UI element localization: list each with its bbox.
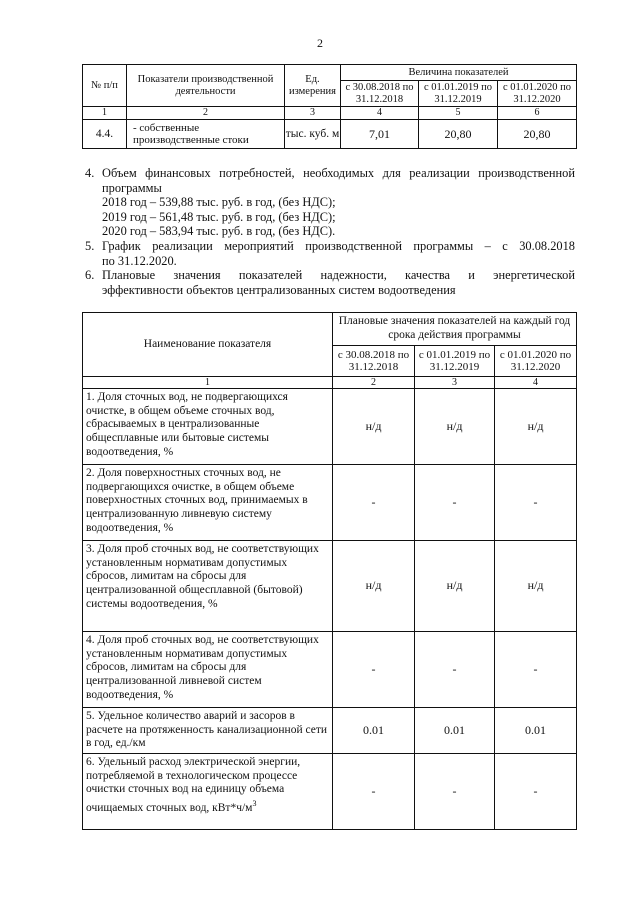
index-cell: 2	[127, 107, 285, 120]
index-cell: 2	[333, 377, 415, 389]
index-cell: 6	[498, 107, 577, 120]
indicator-value: -	[415, 754, 495, 830]
header-period: с 01.01.2019 по 31.12.2019	[415, 346, 495, 377]
indicator-value: н/д	[495, 389, 577, 465]
list-item-number: 5.	[85, 238, 95, 253]
list-item-text: График реализации мероприятий производственной программы – с 30.08.2018	[102, 238, 575, 253]
header-period: с 30.08.2018 по 31.12.2018	[333, 346, 415, 377]
indicator-name: 3. Доля проб сточных вод, не соответствующих установленным нормативам допустимых сбросов, лимитам на сбросы для централизованной общесплавной (бытовой) системы водоотведения, %	[83, 541, 333, 632]
row-value: 20,80	[419, 120, 498, 149]
row-num: 4.4.	[83, 120, 127, 149]
list-item	[85, 268, 575, 297]
index-cell: 5	[419, 107, 498, 120]
indicator-name: 2. Доля поверхностных сточных вод, не подвергающихся очистке, в общем объеме поверхностных сточных вод, принимаемых в централизованную ливневую систему водоотведения, %	[83, 465, 333, 541]
list-item-text: программы	[102, 180, 162, 195]
table-row	[83, 465, 577, 541]
unit-superscript: 3	[252, 799, 257, 809]
header-unit: Ед. измерения	[285, 65, 341, 107]
table-row	[83, 632, 577, 708]
indicator-value: -	[495, 632, 577, 708]
list-item-text: эффективности объектов централизованных систем водоотведения	[102, 282, 456, 297]
header-group: Плановые значения показателей на каждый год срока действия программы	[333, 313, 577, 346]
table-row	[83, 541, 577, 632]
financing-year-line: 2020 год – 583,94 тыс. руб. в год, (без НДС).	[102, 224, 336, 239]
row-value: 7,01	[341, 120, 419, 149]
page-number: 2	[317, 36, 323, 50]
indicator-value: -	[495, 754, 577, 830]
list-item-number: 4.	[85, 166, 95, 180]
header-period: с 01.01.2020 по 31.12.2020	[495, 346, 577, 377]
header-period: с 01.01.2019 по 31.12.2019	[419, 81, 498, 107]
indicator-value: н/д	[495, 541, 577, 632]
header-name: Наименование показателя	[83, 313, 333, 377]
financing-year-line: 2018 год – 539,88 тыс. руб. в год, (без НДС);	[102, 195, 336, 210]
list-item	[85, 166, 575, 239]
numbered-list	[85, 166, 575, 297]
indicator-name: 5. Удельное количество аварий и засоров в расчете на протяженность канализационной сети в год, ед./км	[83, 708, 333, 754]
indicator-value: -	[333, 754, 415, 830]
indicator-value: н/д	[415, 389, 495, 465]
table-row	[83, 754, 577, 830]
table-row	[83, 708, 577, 754]
index-cell: 1	[83, 107, 127, 120]
indicator-name: 4. Доля проб сточных вод, не соответствующих установленным нормативам допустимых сбросов, лимитам на сбросы для централизованной ливневой систем водоотведения, %	[83, 632, 333, 708]
index-cell: 1	[83, 377, 333, 389]
indicator-value: -	[495, 465, 577, 541]
indicator-value: -	[333, 465, 415, 541]
index-cell: 4	[341, 107, 419, 120]
list-item-text: Объем финансовых потребностей, необходимых для реализации производственной	[102, 166, 575, 180]
row-unit: тыс. куб. м	[285, 120, 341, 149]
indicator-name	[83, 754, 333, 830]
indicator-value: н/д	[415, 541, 495, 632]
indicator-value: 0.01	[415, 708, 495, 754]
index-cell: 4	[495, 377, 577, 389]
list-item-text: Плановые значения показателей надежности, качества и энергетической	[102, 268, 575, 283]
index-cell: 3	[415, 377, 495, 389]
indicator-value: -	[415, 465, 495, 541]
indicator-name: 1. Доля сточных вод, не подвергающихся очистке, в общем объеме сточных вод, сбрасываемых в централизованные общесплавные или бытовые системы водоотведения, %	[83, 389, 333, 465]
table-row	[83, 389, 577, 465]
indicator-value: н/д	[333, 389, 415, 465]
header-period: с 30.08.2018 по 31.12.2018	[341, 81, 419, 107]
table-row	[83, 120, 577, 149]
index-cell: 3	[285, 107, 341, 120]
row-indicator: - собственные производственные стоки	[127, 120, 285, 149]
indicator-name-text: 6. Удельный расход электрической энергии, потребляемой в технологическом процессе очистки сточных вод на единицу объема очищаемых сточных вод, кВт*ч/м	[86, 756, 301, 814]
planned-indicators-table	[82, 312, 577, 830]
list-item-number: 6.	[85, 268, 95, 283]
financing-year-line: 2019 год – 561,48 тыс. руб. в год, (без НДС);	[102, 209, 336, 224]
indicator-value: -	[415, 632, 495, 708]
indicator-value: 0.01	[495, 708, 577, 754]
header-period: с 01.01.2020 по 31.12.2020	[498, 81, 577, 107]
row-value: 20,80	[498, 120, 577, 149]
indicator-value: 0.01	[333, 708, 415, 754]
list-item-text: по 31.12.2020.	[102, 253, 177, 268]
header-values-group: Величина показателей	[341, 65, 577, 81]
header-indicator: Показатели производственной деятельности	[127, 65, 285, 107]
indicator-value: н/д	[333, 541, 415, 632]
list-item	[85, 239, 575, 268]
header-num: № п/п	[83, 65, 127, 107]
production-indicators-table	[82, 64, 577, 149]
indicator-value: -	[333, 632, 415, 708]
